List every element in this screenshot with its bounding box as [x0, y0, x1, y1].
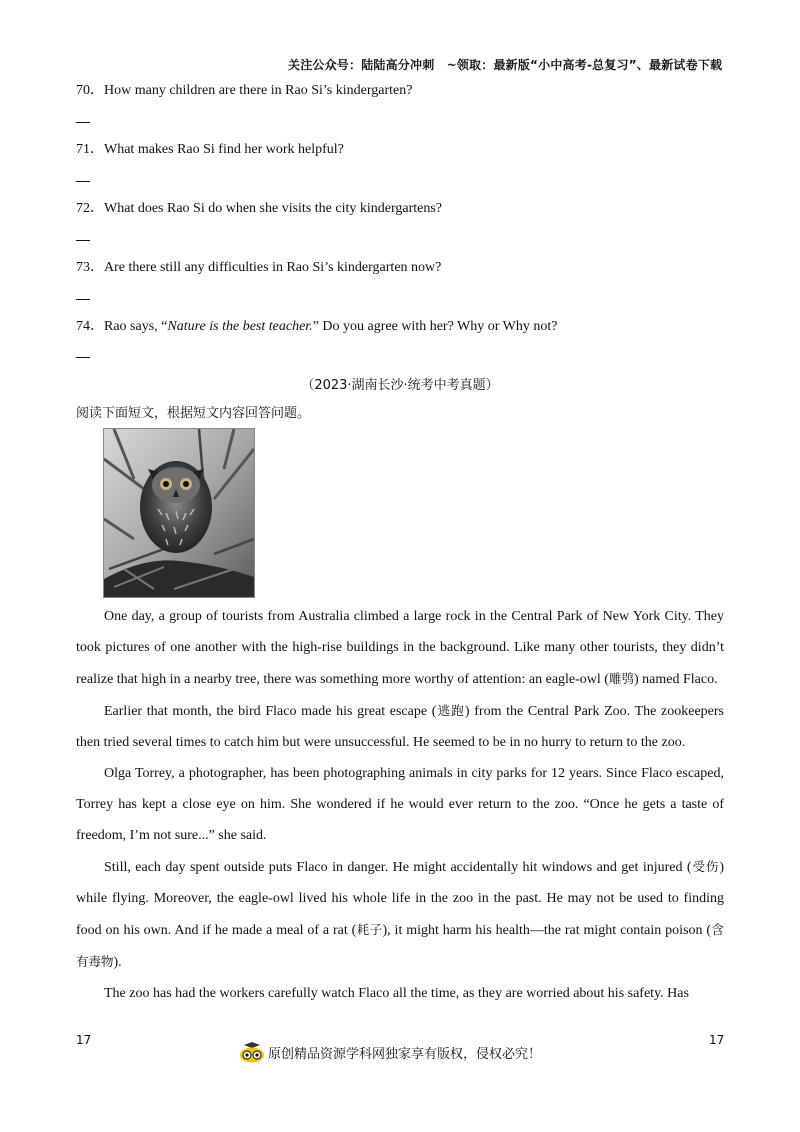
paragraph-2 [76, 695, 724, 758]
paragraph-text: Still, each day spent outside puts Flaco in danger. He might accidentally hit windows and get injured ( [104, 860, 692, 875]
exam-source: （2023·湖南长沙·统考中考真题） [301, 378, 499, 393]
page-number-right: 17 [709, 1033, 725, 1047]
question-74 [76, 315, 557, 335]
question-number: 74． [76, 319, 104, 334]
paragraph-4 [76, 851, 724, 978]
chinese-gloss: 受伤 [691, 859, 720, 874]
question-number: 72． [76, 201, 104, 216]
question-70 [76, 79, 412, 99]
paragraph-text: One day, a group of tourists from Australia climbed a large rock in the Central Park of New York City. They took pictures of one another with the high-rise buildings in the background. Like many other tourists, they didn’t realize that high in a nearby tree, there was something more worthy of attention: an eagle-owl ( [76, 609, 724, 687]
owl-logo-icon [238, 1041, 266, 1063]
question-text: What does Rao Si do when she visits the city kindergartens? [104, 201, 443, 216]
question-quote: Nature is the best teacher. [167, 319, 313, 334]
answer-line[interactable] [76, 299, 90, 300]
answer-line[interactable] [76, 122, 90, 123]
copyright-text: 原创精品资源学科网独家享有版权，侵权必究！ [268, 1046, 542, 1062]
question-text: How many children are there in Rao Si’s kindergarten? [104, 83, 413, 98]
answer-line[interactable] [76, 181, 90, 182]
question-number: 71． [76, 142, 104, 157]
paragraph-text: ) from the Central Park Zoo. The zookeepers then tried several times to catch him but were unsuccessful. He seemed to be in no hurry to return to the zoo. [76, 704, 724, 750]
chinese-gloss: 耗子 [356, 922, 383, 937]
question-suffix: ” Do you agree with her? Why or Why not? [312, 319, 558, 334]
copyright-notice [238, 1041, 541, 1063]
paragraph-text: Earlier that month, the bird Flaco made his great escape ( [104, 704, 437, 719]
chinese-gloss: 雕鸮 [608, 671, 634, 686]
paragraph-text: ). [113, 955, 122, 970]
question-number: 70． [76, 83, 104, 98]
answer-line[interactable] [76, 357, 90, 358]
paragraph-text: ) while flying. Moreover, the eagle-owl lived his whole life in the zoo in the past. He may not be used to finding food on his own. And if he made a meal of a rat ( [76, 860, 724, 938]
owl-photo [103, 428, 255, 598]
paragraph-text: ), it might harm his health—the rat might contain poison ( [382, 923, 712, 938]
question-72 [76, 197, 442, 217]
reading-passage [76, 601, 724, 1009]
question-71 [76, 138, 344, 158]
question-73 [76, 256, 441, 276]
paragraph-5: The zoo has had the workers carefully watch Flaco all the time, as they are worried about his safety. Has [104, 986, 689, 1001]
question-text: Are there still any difficulties in Rao Si’s kindergarten now? [104, 260, 442, 275]
paragraph-3: Olga Torrey, a photographer, has been photographing animals in city parks for 12 years. Since Flaco escaped, Torrey has kept a close eye on him. She wondered if he would ever return to the zoo. “Once he gets a taste of freedom, I’m not sure...” she said. [76, 766, 724, 843]
chinese-gloss: 逃跑 [436, 703, 465, 718]
question-prefix: Rao says, “ [104, 319, 168, 334]
question-text: What makes Rao Si find her work helpful? [104, 142, 344, 157]
question-number: 73． [76, 260, 104, 275]
chinese-gloss: 含有毒物 [76, 922, 724, 969]
paragraph-1 [76, 601, 724, 695]
paragraph-text: ) named Flaco. [634, 672, 718, 687]
header-note: 关注公众号：陆陆高分冲刺 ~领取：最新版“小中高考-总复习”、最新试卷下载 [288, 58, 723, 72]
page-number-left: 17 [76, 1033, 92, 1047]
answer-line[interactable] [76, 240, 90, 241]
reading-instruction: 阅读下面短文，根据短文内容回答问题。 [76, 406, 311, 421]
